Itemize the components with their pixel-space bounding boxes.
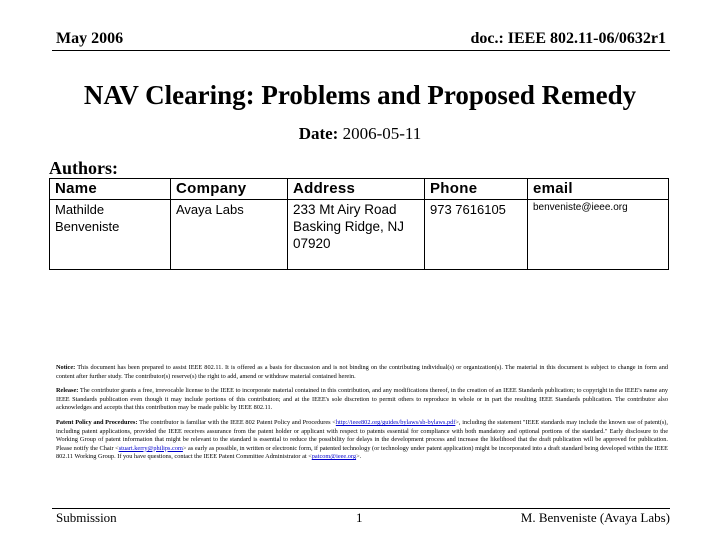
notice-text: This document has been prepared to assist IEEE 802.11. It is offered as a basis for discussion and is not binding on the contributing individual(s) or organization(s). The material in this document is subject to change in form and content after further study. The contributor(s) reserve(s) the right to add, amend or withdraw material contained herein. <box>56 364 668 380</box>
cell-company: Avaya Labs <box>171 200 288 270</box>
cell-email: benveniste@ieee.org <box>528 200 669 270</box>
cell-address: 233 Mt Airy Road Basking Ridge, NJ 07920 <box>288 200 425 270</box>
col-header-phone: Phone <box>425 179 528 200</box>
chair-email-link[interactable]: stuart.kerry@philips.com <box>118 444 183 452</box>
patent-policy-link[interactable]: http://ieee802.org/guides/bylaws/sb-bylaws.pdf <box>335 418 456 426</box>
footer-author: M. Benveniste (Avaya Labs) <box>520 510 670 525</box>
slide-title: NAV Clearing: Problems and Proposed Remedy <box>83 80 637 110</box>
footer-submission: Submission <box>56 510 117 525</box>
header-rule <box>52 50 670 51</box>
table-row <box>50 200 669 270</box>
footer-page-number: 1 <box>356 510 363 525</box>
authors-label: Authors: <box>49 158 119 178</box>
col-header-email: email <box>528 179 669 200</box>
authors-table <box>49 178 669 270</box>
patent-paragraph <box>56 419 668 462</box>
patent-text-c: > as early as possible, in written or electronic form, if patented technology (or technology under patent application) might be incorporated into a draft standard being developed within the IEEE 802.11 Working Group. If you have questions, contact the IEEE Patent Committee Administrator at < <box>56 444 668 461</box>
cell-name: Mathilde Benveniste <box>50 200 171 270</box>
notice-paragraph <box>56 364 668 381</box>
release-text: The contributor grants a free, irrevocable license to the IEEE to incorporate material contained in this contribution, and any modifications thereof, in the creation of an IEEE Standards publication; to copyright in the IEEE's name any IEEE Standards publication even though it may include portions of this contribution; and at the IEEE's sole discretion to permit others to reproduce in whole or in part the resulting IEEE Standards publication. The contributor also acknowledges and accepts that this contribution may be made public by IEEE 802.11. <box>56 387 668 412</box>
patent-text-a: The contributor is familiar with the IEEE 802 Patent Policy and Procedures < <box>139 418 336 426</box>
header-doc-number: doc.: IEEE 802.11-06/0632r1 <box>470 30 666 47</box>
release-label: Release: <box>56 387 79 395</box>
notice-label: Notice: <box>56 364 76 371</box>
patent-text-d: >. <box>356 453 362 461</box>
cell-phone: 973 7616105 <box>425 200 528 270</box>
table-header-row <box>50 179 669 200</box>
patent-text-b: >, including the statement "IEEE standards may include the known use of patent(s), including patent applications, provided the IEEE receives assurance from the patent holder or applicant with respect to patents essential for compliance with both mandatory and optional portions of the standard." Early disclosure to the Working Group of patent information that might be relevant to the standard is essential to reduce the possibility for delays in the development process and increase the likelihood that the draft publication will be approved for publication. Please notify the Chair < <box>56 418 668 452</box>
release-paragraph <box>56 387 668 413</box>
header-date: May 2006 <box>56 30 124 47</box>
patent-label: Patent Policy and Procedures: <box>56 418 138 426</box>
date-value: 2006-05-11 <box>342 124 422 143</box>
col-header-name: Name <box>50 179 171 200</box>
col-header-company: Company <box>171 179 288 200</box>
patcom-email-link[interactable]: patcom@ieee.org <box>311 453 357 461</box>
date-label: Date: <box>298 124 339 143</box>
col-header-address: Address <box>288 179 425 200</box>
date-line <box>0 124 720 144</box>
notice-block <box>56 364 668 468</box>
footer-rule <box>52 508 670 509</box>
